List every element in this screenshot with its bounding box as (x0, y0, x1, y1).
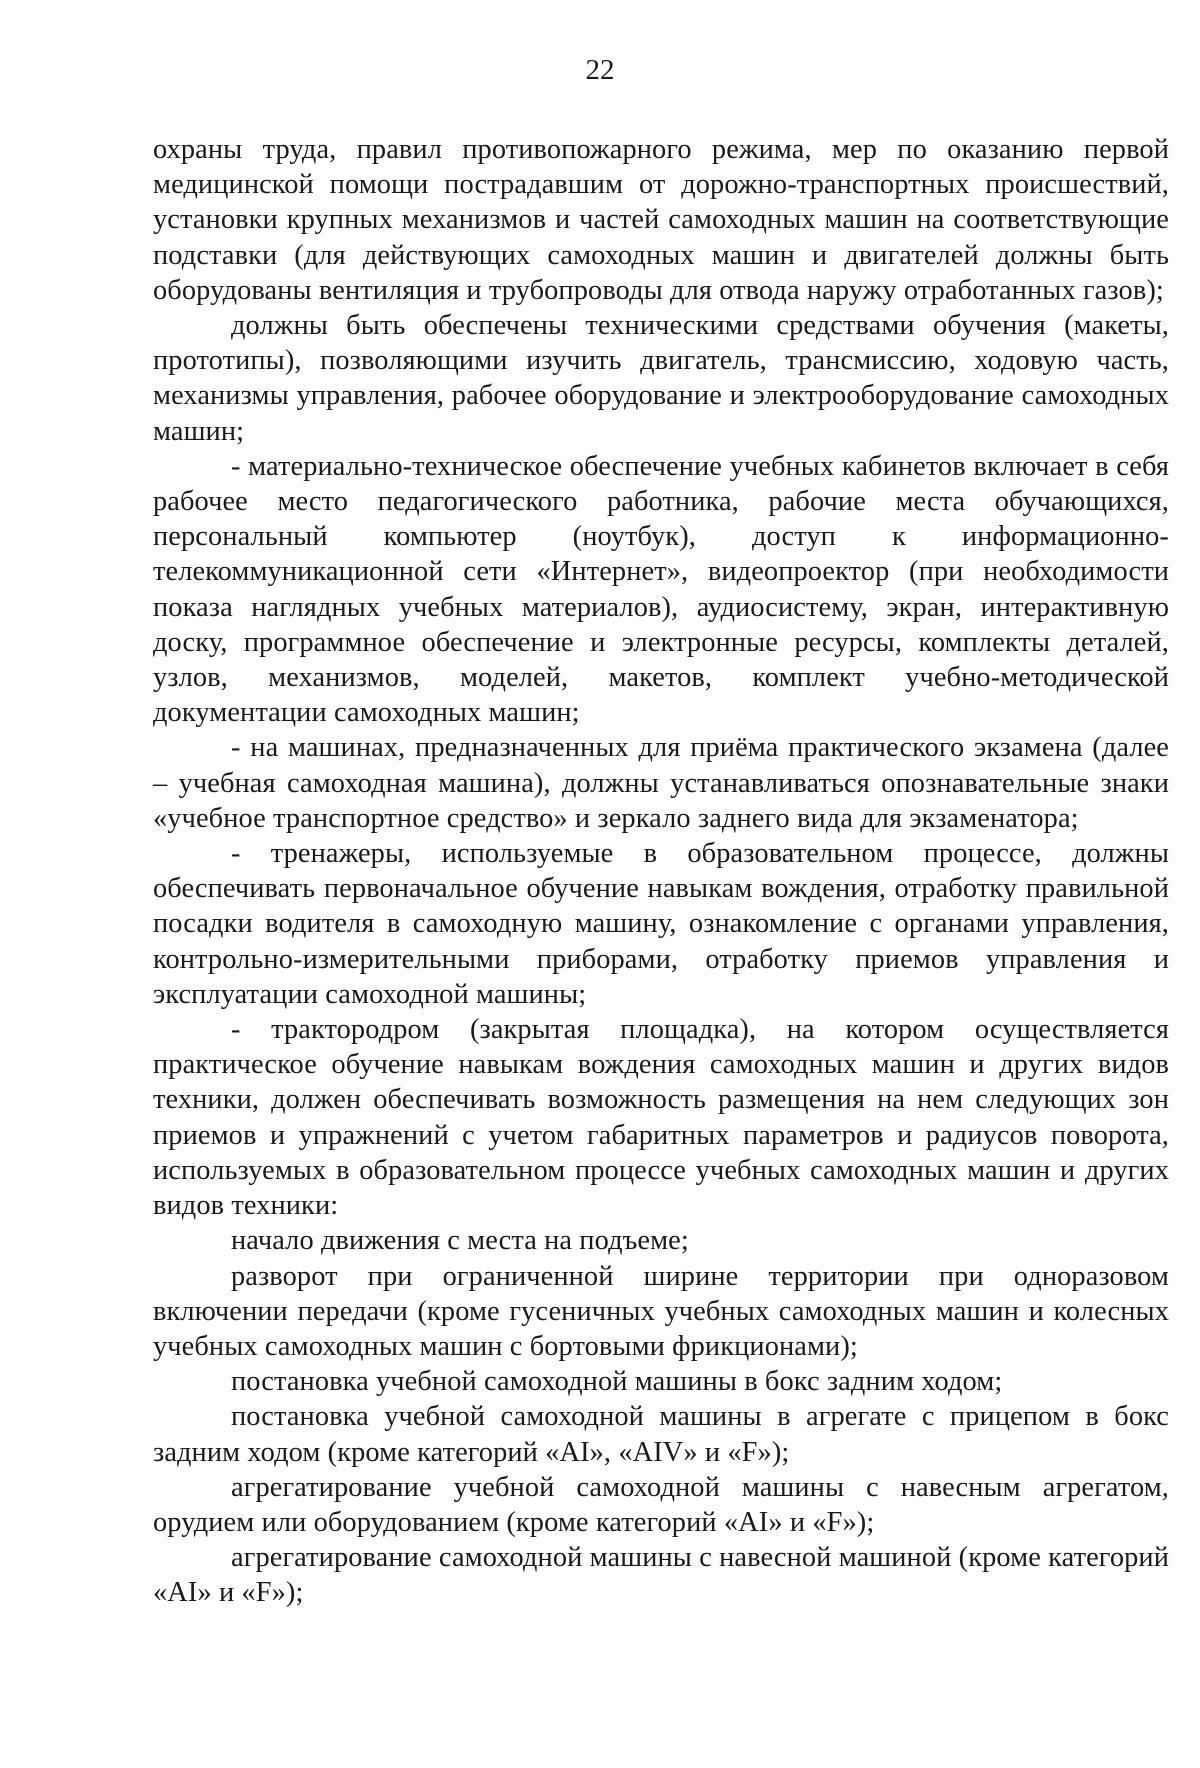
list-item-6: агрегатирование самоходной машины с навесной машиной (кроме категорий «AI» и «F»); (153, 1542, 1169, 1609)
list-item-3: постановка учебной самоходной машины в бокс задним ходом; (231, 1366, 1003, 1398)
paragraph-1: охраны труда, правил противопожарного режима, мер по оказанию первой медицинской помощи пострадавшим от дорожно-транспортных происшествий, установки крупных механизмов и частей самоходных машин на соответствующие подставки (для действующих самоходных машин и двигателей должны быть оборудованы вентиляция и трубопроводы для отвода наружу отработанных газов); (153, 134, 1169, 306)
paragraph-5: - тренажеры, используемые в образовательном процессе, должны обеспечивать первоначальное обучение навыкам вождения, отработку правильной посадки водителя в самоходную машину, ознакомление с органами управления, контрольно-измерительными приборами, отработку приемов управления и эксплуатации самоходной машины; (153, 838, 1169, 1010)
paragraph-2: должны быть обеспечены техническими средствами обучения (макеты, прототипы), позволяющими изучить двигатель, трансмиссию, ходовую часть, механизмы управления, рабочее оборудование и электрооборудование самоходных машин; (153, 310, 1169, 447)
list-item-1: начало движения с места на подъеме; (231, 1225, 689, 1257)
document-body (153, 132, 1169, 1611)
paragraph-4: - на машинах, предназначенных для приёма практического экзамена (далее – учебная самоходная машина), должны устанавливаться опознавательные знаки «учебное транспортное средство» и зеркало заднего вида для экзаменатора; (153, 732, 1169, 834)
paragraph-6: - трактородром (закрытая площадка), на котором осуществляется практическое обучение навыкам вождения самоходных машин и других видов техники, должен обеспечивать возможность размещения на нем следующих зон приемов и упражнений с учетом габаритных параметров и радиусов поворота, используемых в образовательном процессе учебных самоходных машин и других видов техники: (153, 1014, 1169, 1222)
paragraph-3: - материально-техническое обеспечение учебных кабинетов включает в себя рабочее место педагогического работника, рабочие места обучающихся, персональный компьютер (ноутбук), доступ к информационно-телекоммуникационной сети «Интернет», видеопроектор (при необходимости показа наглядных учебных материалов), аудиосистему, экран, интерактивную доску, программное обеспечение и электронные ресурсы, комплекты деталей, узлов, механизмов, моделей, макетов, комплект учебно-методической документации самоходных машин; (153, 450, 1169, 729)
list-item-2: разворот при ограниченной ширине территории при одноразовом включении передачи (кроме гусеничных учебных самоходных машин и колесных учебных самоходных машин с бортовыми фрикционами); (153, 1260, 1169, 1362)
list-item-4: постановка учебной самоходной машины в агрегате с прицепом в бокс задним ходом (кроме категорий «AI», «AIV» и «F»); (153, 1401, 1169, 1468)
list-item-5: агрегатирование учебной самоходной машины с навесным агрегатом, орудием или оборудованием (кроме категорий «AI» и «F»); (153, 1471, 1169, 1538)
page-number: 22 (585, 54, 615, 86)
